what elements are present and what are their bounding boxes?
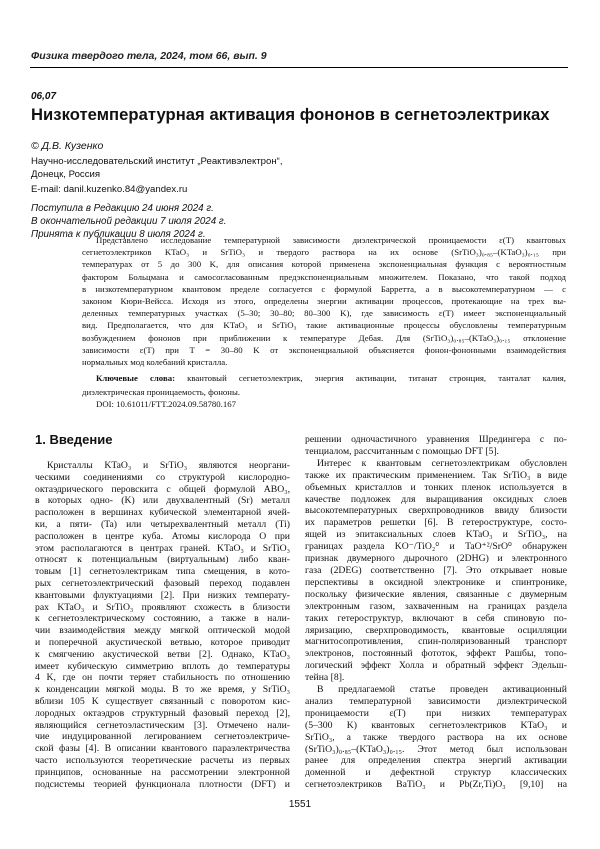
article-codes: 06,07 — [31, 91, 56, 102]
text-line: деленных температурных участках (5–30; 30–80; 80–300 K), где зависимость ε(T) имеет экспоненциальный — [82, 307, 566, 319]
text-line: сегнетоэлектриков KTaO₃ и SrTiO₃ и твердого раствора на их основе (SrTiO₃)₀.₈₅–(KTaO₃)₀.₁₅ при — [82, 246, 566, 258]
paragraph — [82, 234, 566, 368]
text-line: ранее для определения спектра энергий активации — [305, 755, 567, 767]
page-number: 1551 — [0, 799, 600, 810]
text-line: также их практическим применением. Так SrTiO₃ в виде — [305, 470, 567, 482]
text-line: к сегнетоэлектрическому состоянию, а также в нали- — [35, 613, 290, 625]
text-line: подсистемы теорией функционала плотности (DFT) и — [35, 779, 290, 791]
text-line: Кристаллы KTaO₃ и SrTiO₃ являются неоргани- — [35, 460, 290, 472]
section-heading: 1. Введение — [35, 432, 112, 447]
text-line: к конденсации мягкой моды. В то же время, у SrTiO₃ — [35, 684, 290, 696]
text-line: вид. Предполагается, что для KTaO₃ и SrTiO₃ такие активационные процессы обусловлены температурным — [82, 319, 566, 331]
text-line: высокотемпературных сверхпроводников ввиду близости — [305, 505, 567, 517]
text-line: являющийся сегнетоэластическим [3]. Отмечено нали- — [35, 720, 290, 732]
text-line: тейна [8]. — [305, 672, 567, 684]
text-line: лородных октаэдров структурный фазовый переход [2], — [35, 708, 290, 720]
text-line: вблизи 105 K существует связанный с поворотом кис- — [35, 696, 290, 708]
article-title: Низкотемпературная активация фононов в сегнетоэлектриках — [31, 105, 550, 125]
text-line: имеет кубическую симметрию вплоть до температуры — [35, 661, 290, 673]
text-line: чии взаимодействия между мягкой оптической модой — [35, 625, 290, 637]
accepted-date: Принята к публикации 8 июля 2024 г. — [31, 228, 226, 241]
received-date: Поступила в Редакцию 24 июня 2024 г. — [31, 202, 226, 215]
text-line: их параметров решетки [6]. В гетероструктуре, состо- — [305, 517, 567, 529]
paragraph — [305, 458, 567, 684]
text-line: часто используются теоретические расчеты из первых — [35, 755, 290, 767]
keywords-line — [82, 371, 566, 385]
text-line: и поперечной акустической ветвью, которое приводит — [35, 637, 290, 649]
text-line: электронным газом, захваченным на границах раздела — [305, 601, 567, 613]
text-line: признак двумерного дырочного (2DHG) и электронного — [305, 553, 567, 565]
text-line: ческими соединениями со структурой кислородно- — [35, 472, 290, 484]
affiliation — [31, 155, 283, 181]
paragraph — [305, 684, 567, 791]
text-line: возбуждением фононов при приближении к температуре Дебая. Для (SrTiO₃)₀.₈₅–(KTaO₃)₀.₁₅ отклонение — [82, 332, 566, 344]
text-line: тенциалом, рассчитанным с помощью DFT [5]. — [305, 446, 567, 458]
affiliation-line: Донецк, Россия — [31, 168, 283, 181]
text-line: чие индуцированной легированием сегнетоэлектриче- — [35, 731, 290, 743]
text-line: проницаемости ε(T) при низких температурах — [305, 708, 567, 720]
text-line: доменной и дефектной структур классических — [305, 767, 567, 779]
article-author: © Д.В. Кузенко — [31, 140, 103, 152]
text-line: границах раздела KO⁻/TiO₂⁰ и TaO⁺²/SrO⁰ обнаружен — [305, 541, 567, 553]
text-line: ской фазы [4]. В описании квантового параэлектричества — [35, 743, 290, 755]
text-line: Представлено исследование температурной зависимости диэлектрической проницаемости ε(T) квантовых — [82, 234, 566, 246]
text-line: зависимости ε(T) при T = 30–80 K от экспоненциальной объясняется фонон-фононными взаимодействия — [82, 344, 566, 356]
text-line: газа (2DEG) соответственно [7]. Это открывает новые — [305, 565, 567, 577]
text-line: квантовыми флуктуациями [2]. При низких температу- — [35, 590, 290, 602]
text-line: этом располагаются в центрах граней. KTaO₃ и SrTiO₃ — [35, 543, 290, 555]
text-line: сегнетоэлектриков BaTiO₃ и Pb(Zr,Ti)O₃ [9,10] на — [305, 779, 567, 791]
text-line: товым [1] сегнетоэлектрикам типа смещения, в кото- — [35, 566, 290, 578]
text-line: законом Кюри-Вейсса. Исходя из этого, определены энергии активации процессов, протекающие на трех вы- — [82, 295, 566, 307]
text-line: В предлагаемой статье проведен активационный — [305, 684, 567, 696]
text-line: таких гетероструктур, включают в себя спиновую по- — [305, 613, 567, 625]
text-line: температурах от 5 до 300 K, для описания которой применена экспоненциальная функция с вероятностным — [82, 258, 566, 270]
text-line: принципов, основанные на рассмотрении электронной — [35, 767, 290, 779]
text-line: магнитосопротивления, спин-поляризованный транспорт — [305, 636, 567, 648]
text-line: рах KTaO₃ и SrTiO₃ проявляют схожесть в близости — [35, 602, 290, 614]
text-line: 4 K, где он почти теряет стабильность по отношению — [35, 672, 290, 684]
text-line: поскольку физические явления, связанные с двумерным — [305, 589, 567, 601]
text-line: рых сегнетоэлектрический фазовый переход подавлен — [35, 578, 290, 590]
text-line: (5–300 K) квантовых сегнетоэлектриков KTaO₃ и — [305, 720, 567, 732]
text-line: в низкотемпературном квантовом пределе согласуется с формулой Барретта, а в высокотемпературном — с — [82, 283, 566, 295]
text-line: нормальных мод колебаний кристалла. — [82, 356, 566, 368]
doi: DOI: 10.61011/FTT.2024.09.58780.167 — [96, 399, 236, 409]
text-line: SrTiO₃, а также твердого раствора на их основе — [305, 732, 567, 744]
paragraph — [35, 460, 290, 790]
author-email: E-mail: danil.kuzenko.84@yandex.ru — [31, 184, 187, 195]
text-line: ляризацию, сверхпроводимость, квантовые осцилляции — [305, 625, 567, 637]
text-line: фактором Больцмана и самосогласованным предэкспоненциальным множителем. Показано, что такой подход — [82, 271, 566, 283]
text-line: (SrTiO₃)₀.₈₅–(KTaO₃)₀.₁₅. Этот метод был использован — [305, 744, 567, 756]
text-line: к смягчению акустической ветви [2]. Однако, KTaO₃ — [35, 649, 290, 661]
header-rule — [30, 67, 568, 68]
text-line: перспективы в оксидной электронике и спинтронике, — [305, 577, 567, 589]
keywords-line: диэлектрическая проницаемость, фононы. — [82, 385, 566, 399]
text-line: в которых одно- (K) или двухвалентный (Sr) металл — [35, 495, 290, 507]
affiliation-line: Научно-исследовательский институт „Реактивэлектрон“, — [31, 155, 283, 168]
text-line: объемных кристаллов и тонких пленок используется в — [305, 482, 567, 494]
keywords — [82, 371, 566, 399]
text-line: логический эффект Холла и обратный эффект Эдельш- — [305, 660, 567, 672]
text-line: октаэдрического перовскита с общей формулой ABO₃, — [35, 484, 290, 496]
text-line: анализ температурной зависимости диэлектрической — [305, 696, 567, 708]
text-line: электронов, постоянный фототок, эффект Рашбы, топо- — [305, 648, 567, 660]
paragraph — [305, 434, 567, 458]
text-line: качестве подложек для выращивания оксидных слоев — [305, 494, 567, 506]
right-column — [305, 434, 567, 791]
journal-header: Физика твердого тела, 2024, том 66, вып. 9 — [31, 50, 267, 62]
text-line: расположен в центре куба. Атомы кислорода O при — [35, 531, 290, 543]
text-line: ки, а пяти- (Ta) или четырехвалентный металл (Ti) — [35, 519, 290, 531]
keywords-text: квантовый сегнетоэлектрик, энергия активации, титанат стронция, танталат калия, — [175, 373, 566, 383]
text-line: решении одночастичного уравнения Шредингера с по- — [305, 434, 567, 446]
text-line: Интерес к квантовым сегнетоэлектрикам обусловлен — [305, 458, 567, 470]
left-column — [35, 460, 290, 790]
text-line: ящей из эпитаксиальных слоев KTaO₃ и SrTiO₃, на — [305, 529, 567, 541]
text-line: относят к потенциальным (виртуальным) либо кван- — [35, 554, 290, 566]
text-line: расположен в вершинах кубической элементарной ячей- — [35, 507, 290, 519]
revised-date: В окончательной редакции 7 июля 2024 г. — [31, 215, 226, 228]
keywords-label: Ключевые слова: — [96, 373, 175, 383]
abstract — [82, 234, 566, 368]
